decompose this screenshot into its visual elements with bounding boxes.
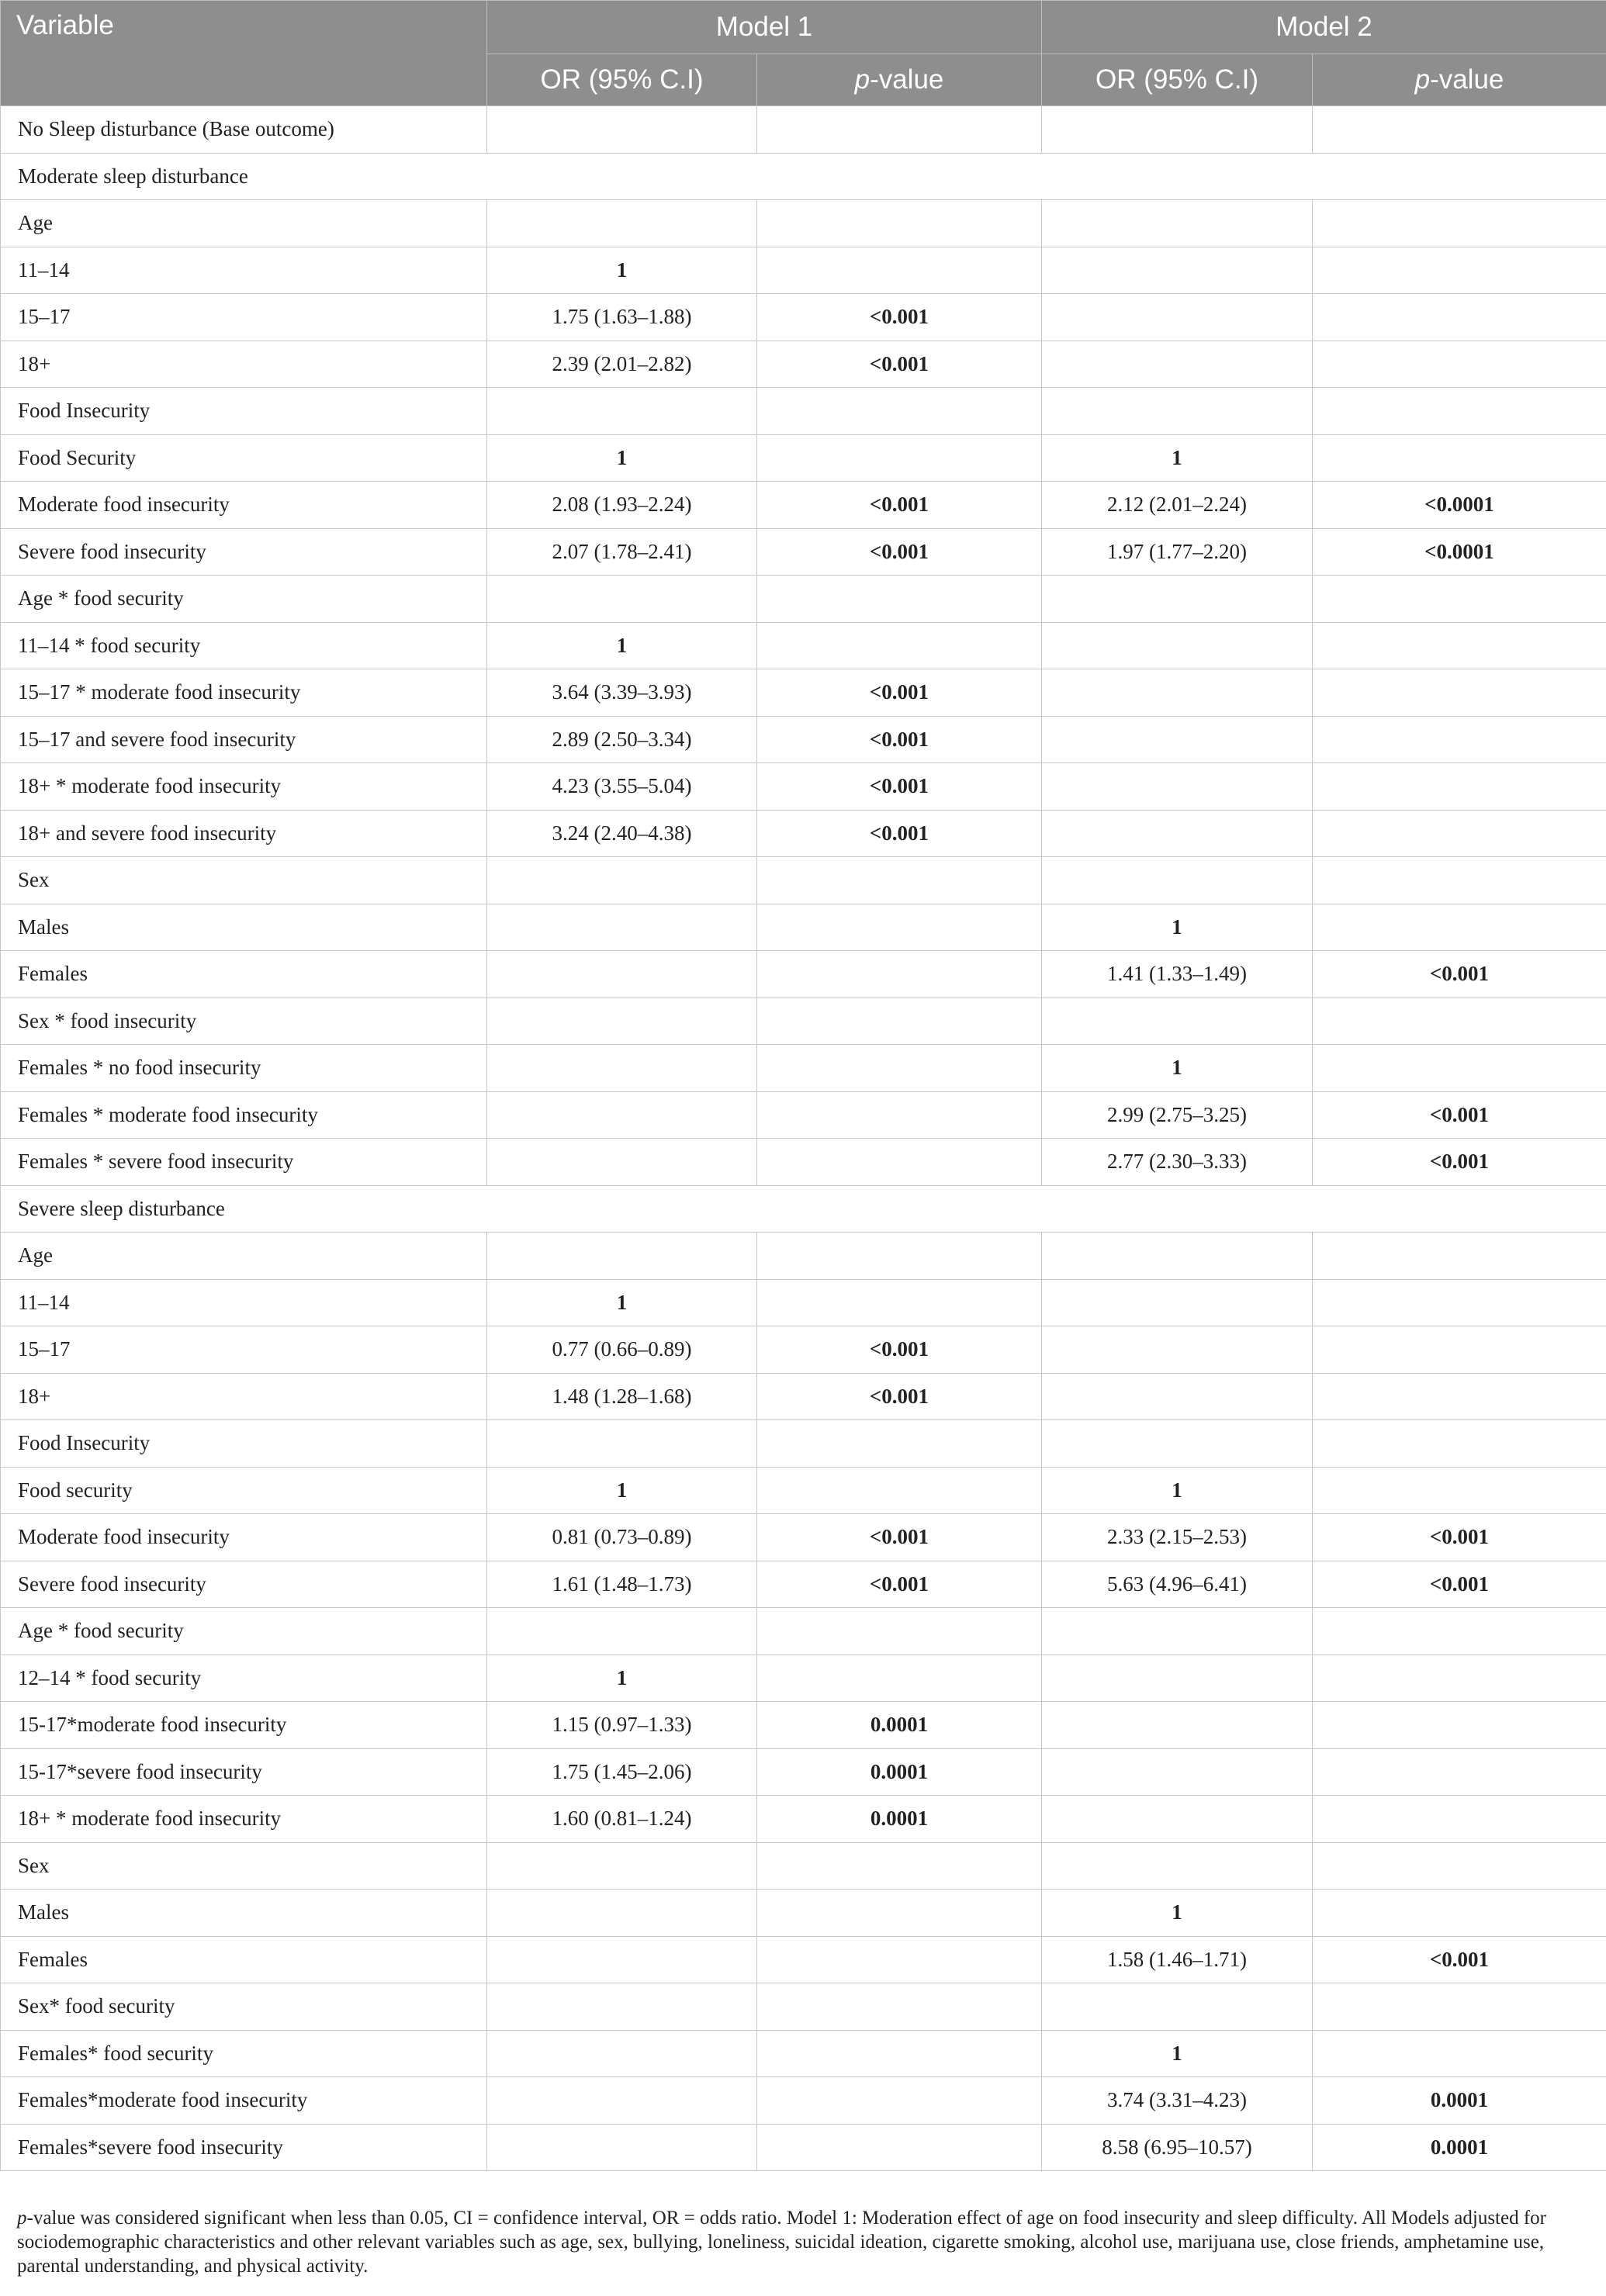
model-2-p-value-cell bbox=[1313, 810, 1606, 857]
model-2-or-cell: 1 bbox=[1042, 1467, 1313, 1514]
model-2-p-value-cell bbox=[1313, 1467, 1606, 1514]
model-2-or-cell bbox=[1042, 294, 1313, 341]
model-1-p-value-cell: 0.0001 bbox=[757, 1796, 1042, 1843]
model-2-or-cell: 2.99 (2.75–3.25) bbox=[1042, 1091, 1313, 1139]
row-label: 15-17*moderate food insecurity bbox=[1, 1702, 487, 1749]
section-label: Moderate sleep disturbance bbox=[1, 153, 1606, 200]
model-1-p-value-cell bbox=[757, 2124, 1042, 2171]
table-row bbox=[1, 1936, 1606, 1983]
model-2-or-cell bbox=[1042, 388, 1313, 435]
model-1-or-cell bbox=[487, 2077, 757, 2125]
row-label: Sex bbox=[1, 857, 487, 904]
model-2-or-cell: 2.77 (2.30–3.33) bbox=[1042, 1139, 1313, 1186]
row-label: 15–17 * moderate food insecurity bbox=[1, 669, 487, 717]
row-label: Food Insecurity bbox=[1, 1420, 487, 1468]
table-row bbox=[1, 1420, 1606, 1468]
table-row bbox=[1, 200, 1606, 247]
model-1-p-value-cell: <0.001 bbox=[757, 528, 1042, 576]
row-label: Males bbox=[1, 1890, 487, 1937]
section-header-row bbox=[1, 153, 1606, 200]
model-2-or-cell bbox=[1042, 1983, 1313, 2031]
table-row bbox=[1, 576, 1606, 623]
model-2-p-value-cell: <0.001 bbox=[1313, 1091, 1606, 1139]
model-1-p-value-cell bbox=[757, 951, 1042, 998]
model-2-p-value-cell bbox=[1313, 1608, 1606, 1655]
model-2-p-value-cell: <0.001 bbox=[1313, 1936, 1606, 1983]
row-label: Females bbox=[1, 1936, 487, 1983]
model-2-or-cell: 2.33 (2.15–2.53) bbox=[1042, 1514, 1313, 1561]
model-2-p-value-cell bbox=[1313, 904, 1606, 951]
model-1-p-value-cell bbox=[757, 388, 1042, 435]
model-2-or-cell: 2.12 (2.01–2.24) bbox=[1042, 482, 1313, 529]
model-2-header: Model 2 bbox=[1042, 1, 1606, 54]
model-1-or-cell bbox=[487, 2124, 757, 2171]
model-1-or-cell: 1.75 (1.45–2.06) bbox=[487, 1748, 757, 1796]
model-1-header: Model 1 bbox=[487, 1, 1042, 54]
model-2-or-cell bbox=[1042, 669, 1313, 717]
model-1-p-value-cell: <0.001 bbox=[757, 1326, 1042, 1374]
row-label: Severe food insecurity bbox=[1, 528, 487, 576]
model-1-p-value-cell bbox=[757, 106, 1042, 154]
table-row bbox=[1, 1326, 1606, 1374]
table-row bbox=[1, 763, 1606, 811]
model-2-p-value-cell bbox=[1313, 998, 1606, 1045]
model-1-or-cell: 1.75 (1.63–1.88) bbox=[487, 294, 757, 341]
table-row bbox=[1, 1139, 1606, 1186]
row-label: Food Insecurity bbox=[1, 388, 487, 435]
model-2-or-cell bbox=[1042, 576, 1313, 623]
table-row bbox=[1, 294, 1606, 341]
row-label: Age * food security bbox=[1, 1608, 487, 1655]
model-1-p-value-cell: 0.0001 bbox=[757, 1702, 1042, 1749]
model-1-p-value-cell: <0.001 bbox=[757, 1514, 1042, 1561]
model-2-or-cell bbox=[1042, 1655, 1313, 1702]
model-1-p-value-cell bbox=[757, 622, 1042, 669]
model-2-or-cell: 1.97 (1.77–2.20) bbox=[1042, 528, 1313, 576]
model-2-or-cell: 1 bbox=[1042, 434, 1313, 482]
model-2-or-cell: 1.41 (1.33–1.49) bbox=[1042, 951, 1313, 998]
model-2-or-cell bbox=[1042, 1233, 1313, 1280]
model-2-or-cell bbox=[1042, 1279, 1313, 1326]
model-2-p-value-cell: <0.001 bbox=[1313, 1561, 1606, 1608]
model-1-p-value-cell bbox=[757, 1608, 1042, 1655]
table-row bbox=[1, 528, 1606, 576]
row-label: No Sleep disturbance (Base outcome) bbox=[1, 106, 487, 154]
row-label: 18+ bbox=[1, 1373, 487, 1420]
model-1-or-cell bbox=[487, 200, 757, 247]
model-1-or-cell: 2.08 (1.93–2.24) bbox=[487, 482, 757, 529]
model-1-or-cell bbox=[487, 1936, 757, 1983]
model-2-p-value-cell bbox=[1313, 1420, 1606, 1468]
row-label: Sex* food security bbox=[1, 1983, 487, 2031]
table-row bbox=[1, 1045, 1606, 1092]
model-1-or-cell bbox=[487, 1842, 757, 1890]
row-label: Females bbox=[1, 951, 487, 998]
model-1-or-cell bbox=[487, 1608, 757, 1655]
model-2-or-cell bbox=[1042, 1373, 1313, 1420]
model-2-p-value-cell: <0.001 bbox=[1313, 951, 1606, 998]
model-2-p-value-cell bbox=[1313, 1233, 1606, 1280]
model-1-or-cell bbox=[487, 951, 757, 998]
model-1-p-value-cell bbox=[757, 904, 1042, 951]
model-2-p-value-cell bbox=[1313, 434, 1606, 482]
table-row bbox=[1, 482, 1606, 529]
model-2-p-value-cell bbox=[1313, 388, 1606, 435]
model-2-p-value-cell bbox=[1313, 341, 1606, 388]
model-2-p-value-cell bbox=[1313, 857, 1606, 904]
model-1-or-cell: 2.89 (2.50–3.34) bbox=[487, 716, 757, 763]
model-1-or-cell: 1 bbox=[487, 1279, 757, 1326]
model-1-or-cell: 2.39 (2.01–2.82) bbox=[487, 341, 757, 388]
model-1-or-cell bbox=[487, 1091, 757, 1139]
model-1-p-value-cell: <0.001 bbox=[757, 1561, 1042, 1608]
section-label: Severe sleep disturbance bbox=[1, 1185, 1606, 1233]
model-2-or-cell bbox=[1042, 1842, 1313, 1890]
section-header-row bbox=[1, 1185, 1606, 1233]
model-2-or-cell bbox=[1042, 106, 1313, 154]
row-label: Females * severe food insecurity bbox=[1, 1139, 487, 1186]
model-1-p-value-cell bbox=[757, 1045, 1042, 1092]
model-2-or-cell bbox=[1042, 763, 1313, 811]
row-label: Food security bbox=[1, 1467, 487, 1514]
model-1-or-cell: 0.81 (0.73–0.89) bbox=[487, 1514, 757, 1561]
row-label: Females*severe food insecurity bbox=[1, 2124, 487, 2171]
model-2-p-value-cell bbox=[1313, 200, 1606, 247]
model-1-p-value-cell: 0.0001 bbox=[757, 1748, 1042, 1796]
model-1-or-cell bbox=[487, 388, 757, 435]
model-1-or-cell: 1.15 (0.97–1.33) bbox=[487, 1702, 757, 1749]
model-1-p-value-cell bbox=[757, 200, 1042, 247]
row-label: Females * no food insecurity bbox=[1, 1045, 487, 1092]
row-label: Age * food security bbox=[1, 576, 487, 623]
model-2-p-value-cell: 0.0001 bbox=[1313, 2124, 1606, 2171]
table-row bbox=[1, 1561, 1606, 1608]
model-1-p-value-cell: <0.001 bbox=[757, 1373, 1042, 1420]
model-2-p-value-cell bbox=[1313, 1983, 1606, 2031]
model-1-p-value-cell bbox=[757, 1842, 1042, 1890]
model-1-p-value-cell: <0.001 bbox=[757, 810, 1042, 857]
model-1-or-cell: 1.48 (1.28–1.68) bbox=[487, 1373, 757, 1420]
table-row bbox=[1, 247, 1606, 294]
model-2-or-cell bbox=[1042, 622, 1313, 669]
model-2-p-value-cell bbox=[1313, 1373, 1606, 1420]
model-1-or-cell bbox=[487, 1045, 757, 1092]
model-1-or-cell bbox=[487, 106, 757, 154]
model-2-p-value-cell bbox=[1313, 622, 1606, 669]
table-row bbox=[1, 2124, 1606, 2171]
model-1-or-cell bbox=[487, 576, 757, 623]
model-2-or-cell: 8.58 (6.95–10.57) bbox=[1042, 2124, 1313, 2171]
model-1-p-value-cell bbox=[757, 998, 1042, 1045]
table-row bbox=[1, 1279, 1606, 1326]
model-2-or-cell: 5.63 (4.96–6.41) bbox=[1042, 1561, 1313, 1608]
row-label: Age bbox=[1, 200, 487, 247]
model-1-p-value-cell: <0.001 bbox=[757, 482, 1042, 529]
model-1-p-value-cell bbox=[757, 1983, 1042, 2031]
row-label: 18+ * moderate food insecurity bbox=[1, 763, 487, 811]
model-2-or-cell bbox=[1042, 1608, 1313, 1655]
table-row bbox=[1, 1796, 1606, 1843]
model-1-p-value-cell bbox=[757, 1420, 1042, 1468]
model-1-or-cell bbox=[487, 904, 757, 951]
model-1-or-cell bbox=[487, 2030, 757, 2077]
table-row bbox=[1, 388, 1606, 435]
p-value-suffix: -value bbox=[1430, 64, 1504, 95]
footnote-text: -value was considered significant when less than 0.05, CI = confidence interval, OR = odds ratio. Model 1: Moderation effect of age on food insecurity and sleep difficulty. All Models adjusted for sociodemographic characteristics and other relevant variables such as age, sex, bullying, loneliness, suicidal ideation, cigarette smoking, alcohol use, marijuana use, close friends, amphetamine use, parental understanding, and physical activity. bbox=[17, 2208, 1546, 2277]
model-2-or-cell bbox=[1042, 857, 1313, 904]
table-row bbox=[1, 1091, 1606, 1139]
table-row bbox=[1, 1608, 1606, 1655]
model-1-or-cell: 1.60 (0.81–1.24) bbox=[487, 1796, 757, 1843]
table-row bbox=[1, 904, 1606, 951]
variable-column-header: Variable bbox=[1, 1, 487, 106]
model-2-or-cell: 1 bbox=[1042, 904, 1313, 951]
model-2-p-value-header bbox=[1313, 54, 1606, 106]
table-row bbox=[1, 1514, 1606, 1561]
table-row bbox=[1, 857, 1606, 904]
row-label: 11–14 bbox=[1, 1279, 487, 1326]
table-row bbox=[1, 1467, 1606, 1514]
model-2-p-value-cell bbox=[1313, 1796, 1606, 1843]
model-1-or-cell: 2.07 (1.78–2.41) bbox=[487, 528, 757, 576]
row-label: Severe food insecurity bbox=[1, 1561, 487, 1608]
row-label: 15–17 bbox=[1, 1326, 487, 1374]
model-1-or-cell: 1 bbox=[487, 247, 757, 294]
model-2-p-value-cell bbox=[1313, 576, 1606, 623]
table-row bbox=[1, 1842, 1606, 1890]
model-1-p-value-cell bbox=[757, 1279, 1042, 1326]
row-label: 11–14 bbox=[1, 247, 487, 294]
model-2-or-cell bbox=[1042, 200, 1313, 247]
table-row bbox=[1, 810, 1606, 857]
model-2-or-cell: 1 bbox=[1042, 1045, 1313, 1092]
model-2-p-value-cell bbox=[1313, 1748, 1606, 1796]
row-label: Males bbox=[1, 904, 487, 951]
header-row-models bbox=[1, 1, 1606, 54]
model-1-or-cell: 1 bbox=[487, 1655, 757, 1702]
model-2-or-cell: 1.58 (1.46–1.71) bbox=[1042, 1936, 1313, 1983]
row-label: Females*moderate food insecurity bbox=[1, 2077, 487, 2125]
table-row bbox=[1, 1702, 1606, 1749]
model-1-p-value-cell bbox=[757, 2030, 1042, 2077]
table-row bbox=[1, 106, 1606, 154]
row-label: 15-17*severe food insecurity bbox=[1, 1748, 487, 1796]
row-label: 15–17 bbox=[1, 294, 487, 341]
footnote-p-italic: p bbox=[17, 2208, 27, 2229]
table-row bbox=[1, 2030, 1606, 2077]
model-2-p-value-cell: <0.0001 bbox=[1313, 482, 1606, 529]
model-1-or-cell: 3.24 (2.40–4.38) bbox=[487, 810, 757, 857]
row-label: Females* food security bbox=[1, 2030, 487, 2077]
table-row bbox=[1, 716, 1606, 763]
model-2-p-value-cell: <0.001 bbox=[1313, 1139, 1606, 1186]
model-1-p-value-cell: <0.001 bbox=[757, 294, 1042, 341]
model-1-or-header: OR (95% C.I) bbox=[487, 54, 757, 106]
table-footnote bbox=[17, 2206, 1592, 2278]
model-2-p-value-cell bbox=[1313, 1279, 1606, 1326]
table-row bbox=[1, 622, 1606, 669]
row-label: 18+ bbox=[1, 341, 487, 388]
row-label: 15–17 and severe food insecurity bbox=[1, 716, 487, 763]
model-2-or-cell: 1 bbox=[1042, 1890, 1313, 1937]
model-2-p-value-cell: <0.0001 bbox=[1313, 528, 1606, 576]
table-body bbox=[1, 106, 1606, 2171]
model-2-or-cell: 3.74 (3.31–4.23) bbox=[1042, 2077, 1313, 2125]
model-1-p-value-cell bbox=[757, 1233, 1042, 1280]
model-1-p-value-cell bbox=[757, 857, 1042, 904]
model-1-or-cell: 1 bbox=[487, 1467, 757, 1514]
model-1-p-value-cell bbox=[757, 434, 1042, 482]
model-2-p-value-cell bbox=[1313, 1045, 1606, 1092]
model-2-p-value-cell bbox=[1313, 294, 1606, 341]
model-1-or-cell bbox=[487, 1420, 757, 1468]
model-1-p-value-header bbox=[757, 54, 1042, 106]
model-1-or-cell: 1 bbox=[487, 434, 757, 482]
model-2-p-value-cell: <0.001 bbox=[1313, 1514, 1606, 1561]
model-1-p-value-cell bbox=[757, 247, 1042, 294]
model-1-p-value-cell bbox=[757, 1890, 1042, 1937]
model-1-p-value-cell: <0.001 bbox=[757, 669, 1042, 717]
row-label: Age bbox=[1, 1233, 487, 1280]
model-1-p-value-cell bbox=[757, 2077, 1042, 2125]
table-row bbox=[1, 1748, 1606, 1796]
model-2-p-value-cell bbox=[1313, 1655, 1606, 1702]
model-2-or-cell bbox=[1042, 341, 1313, 388]
model-1-or-cell bbox=[487, 1983, 757, 2031]
model-1-p-value-cell bbox=[757, 1655, 1042, 1702]
row-label: Moderate food insecurity bbox=[1, 482, 487, 529]
model-1-p-value-cell: <0.001 bbox=[757, 341, 1042, 388]
table-row bbox=[1, 1890, 1606, 1937]
model-2-or-cell bbox=[1042, 716, 1313, 763]
p-italic: p bbox=[854, 64, 870, 95]
model-1-or-cell bbox=[487, 857, 757, 904]
model-2-p-value-cell bbox=[1313, 716, 1606, 763]
model-1-p-value-cell bbox=[757, 1936, 1042, 1983]
row-label: 18+ * moderate food insecurity bbox=[1, 1796, 487, 1843]
model-1-or-cell: 0.77 (0.66–0.89) bbox=[487, 1326, 757, 1374]
model-2-or-cell bbox=[1042, 247, 1313, 294]
row-label: 18+ and severe food insecurity bbox=[1, 810, 487, 857]
model-2-p-value-cell bbox=[1313, 669, 1606, 717]
model-1-p-value-cell: <0.001 bbox=[757, 716, 1042, 763]
model-1-or-cell bbox=[487, 1890, 757, 1937]
row-label: Females * moderate food insecurity bbox=[1, 1091, 487, 1139]
table-row bbox=[1, 1983, 1606, 2031]
table-row bbox=[1, 998, 1606, 1045]
model-1-p-value-cell bbox=[757, 576, 1042, 623]
model-1-or-cell bbox=[487, 998, 757, 1045]
table-header bbox=[1, 1, 1606, 106]
model-1-or-cell: 3.64 (3.39–3.93) bbox=[487, 669, 757, 717]
model-2-p-value-cell bbox=[1313, 247, 1606, 294]
model-2-or-cell bbox=[1042, 1420, 1313, 1468]
model-2-p-value-cell bbox=[1313, 763, 1606, 811]
model-1-or-cell: 1 bbox=[487, 622, 757, 669]
model-1-p-value-cell bbox=[757, 1091, 1042, 1139]
row-label: Moderate food insecurity bbox=[1, 1514, 487, 1561]
model-2-or-cell bbox=[1042, 810, 1313, 857]
table-row bbox=[1, 669, 1606, 717]
row-label: Sex * food insecurity bbox=[1, 998, 487, 1045]
model-2-p-value-cell bbox=[1313, 1842, 1606, 1890]
model-1-or-cell bbox=[487, 1139, 757, 1186]
table-row bbox=[1, 2077, 1606, 2125]
table-row bbox=[1, 951, 1606, 998]
model-2-p-value-cell: 0.0001 bbox=[1313, 2077, 1606, 2125]
model-2-or-cell bbox=[1042, 1796, 1313, 1843]
table-row bbox=[1, 341, 1606, 388]
p-italic: p bbox=[1414, 64, 1431, 95]
row-label: 12–14 * food security bbox=[1, 1655, 487, 1702]
model-1-or-cell: 1.61 (1.48–1.73) bbox=[487, 1561, 757, 1608]
row-label: Sex bbox=[1, 1842, 487, 1890]
model-2-or-cell: 1 bbox=[1042, 2030, 1313, 2077]
table-row bbox=[1, 1233, 1606, 1280]
model-1-or-cell bbox=[487, 1233, 757, 1280]
table-row bbox=[1, 434, 1606, 482]
model-2-or-cell bbox=[1042, 1326, 1313, 1374]
table-row bbox=[1, 1655, 1606, 1702]
model-2-or-cell bbox=[1042, 998, 1313, 1045]
row-label: 11–14 * food security bbox=[1, 622, 487, 669]
model-2-p-value-cell bbox=[1313, 1890, 1606, 1937]
model-2-p-value-cell bbox=[1313, 2030, 1606, 2077]
model-1-p-value-cell bbox=[757, 1139, 1042, 1186]
model-2-p-value-cell bbox=[1313, 1702, 1606, 1749]
model-1-or-cell: 4.23 (3.55–5.04) bbox=[487, 763, 757, 811]
p-value-suffix: -value bbox=[870, 64, 944, 95]
model-2-or-cell bbox=[1042, 1748, 1313, 1796]
model-2-or-header: OR (95% C.I) bbox=[1042, 54, 1313, 106]
row-label: Food Security bbox=[1, 434, 487, 482]
model-1-p-value-cell bbox=[757, 1467, 1042, 1514]
table-row bbox=[1, 1373, 1606, 1420]
model-2-or-cell bbox=[1042, 1702, 1313, 1749]
model-1-p-value-cell: <0.001 bbox=[757, 763, 1042, 811]
model-2-p-value-cell bbox=[1313, 106, 1606, 154]
model-2-p-value-cell bbox=[1313, 1326, 1606, 1374]
